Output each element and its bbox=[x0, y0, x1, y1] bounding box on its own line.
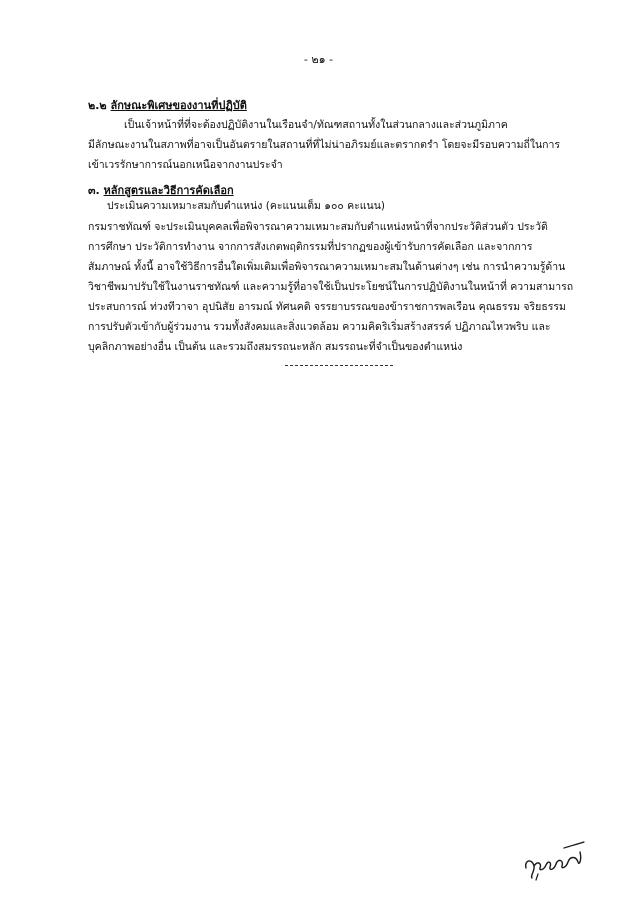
section-2-2-line: มีลักษณะงานในสภาพที่อาจเป็นอันตรายในสถานที่ที่ไม่น่าอภิรมย์และตรากตรำ โดยจะมีรอบความถี่ในการ bbox=[88, 139, 561, 151]
section-3-line: ประสบการณ์ ท่วงทีวาจา อุปนิสัย อารมณ์ ทัศนคติ จรรยาบรรณของข้าราชการพลเรือน คุณธรรม จริยธรรม bbox=[88, 301, 566, 313]
section-2-2-line: เข้าเวรรักษาการณ์นอกเหนือจากงานประจำ bbox=[88, 159, 283, 171]
page-number: - ๒๑ - bbox=[303, 53, 334, 66]
section-3-number: ๓. bbox=[88, 184, 100, 197]
section-3-line: กรมราชทัณฑ์ จะประเมินบุคคลเพื่อพิจารณาความเหมาะสมกับตำแหน่งหน้าที่จากประวัติส่วนตัว ประวัติ bbox=[88, 221, 548, 233]
section-2-2-title: ลักษณะพิเศษของงานที่ปฏิบัติ bbox=[110, 99, 247, 112]
section-3-line: สัมภาษณ์ ทั้งนี้ อาจใช้วิธีการอื่นใดเพิ่มเติมเพื่อพิจารณาความเหมาะสมในด้านต่างๆ เช่น การนำความรู้ด้าน bbox=[88, 261, 566, 273]
section-2-2-line: เป็นเจ้าหน้าที่ที่จะต้องปฏิบัติงานในเรือนจำ/ทัณฑสถานทั้งในส่วนกลางและส่วนภูมิภาค bbox=[124, 119, 508, 131]
section-3-line: การศึกษา ประวัติการทำงาน จากการสังเกตพฤติกรรมที่ปรากฏของผู้เข้ารับการคัดเลือก และจากการ bbox=[88, 241, 533, 253]
signature-icon bbox=[520, 838, 590, 884]
section-2-2-number: ๒.๒ bbox=[88, 99, 107, 112]
section-3-line: การปรับตัวเข้ากับผู้ร่วมงาน รวมทั้งสังคมและสิ่งแวดล้อม ความคิดริเริ่มสร้างสรรค์ ปฏิภาณไหวพริบ และ bbox=[88, 321, 551, 333]
section-3-title: หลักสูตรและวิธีการคัดเลือก bbox=[103, 184, 234, 197]
section-2-2-heading bbox=[88, 96, 247, 114]
end-divider bbox=[285, 365, 393, 366]
section-3-line: วิชาชีพมาปรับใช้ในงานราชทัณฑ์ และความรู้ที่อาจใช้เป็นประโยชน์ในการปฏิบัติงานในหน้าที่ ความสามารถ bbox=[88, 281, 574, 293]
section-3-heading bbox=[88, 181, 234, 199]
section-3-line: บุคลิกภาพอย่างอื่น เป็นต้น และรวมถึงสมรรถนะหลัก สมรรถนะที่จำเป็นของตำแหน่ง bbox=[88, 341, 463, 353]
section-3-subheading: ประเมินความเหมาะสมกับตำแหน่ง (คะแนนเต็ม ๑๐๐ คะแนน) bbox=[107, 200, 385, 212]
